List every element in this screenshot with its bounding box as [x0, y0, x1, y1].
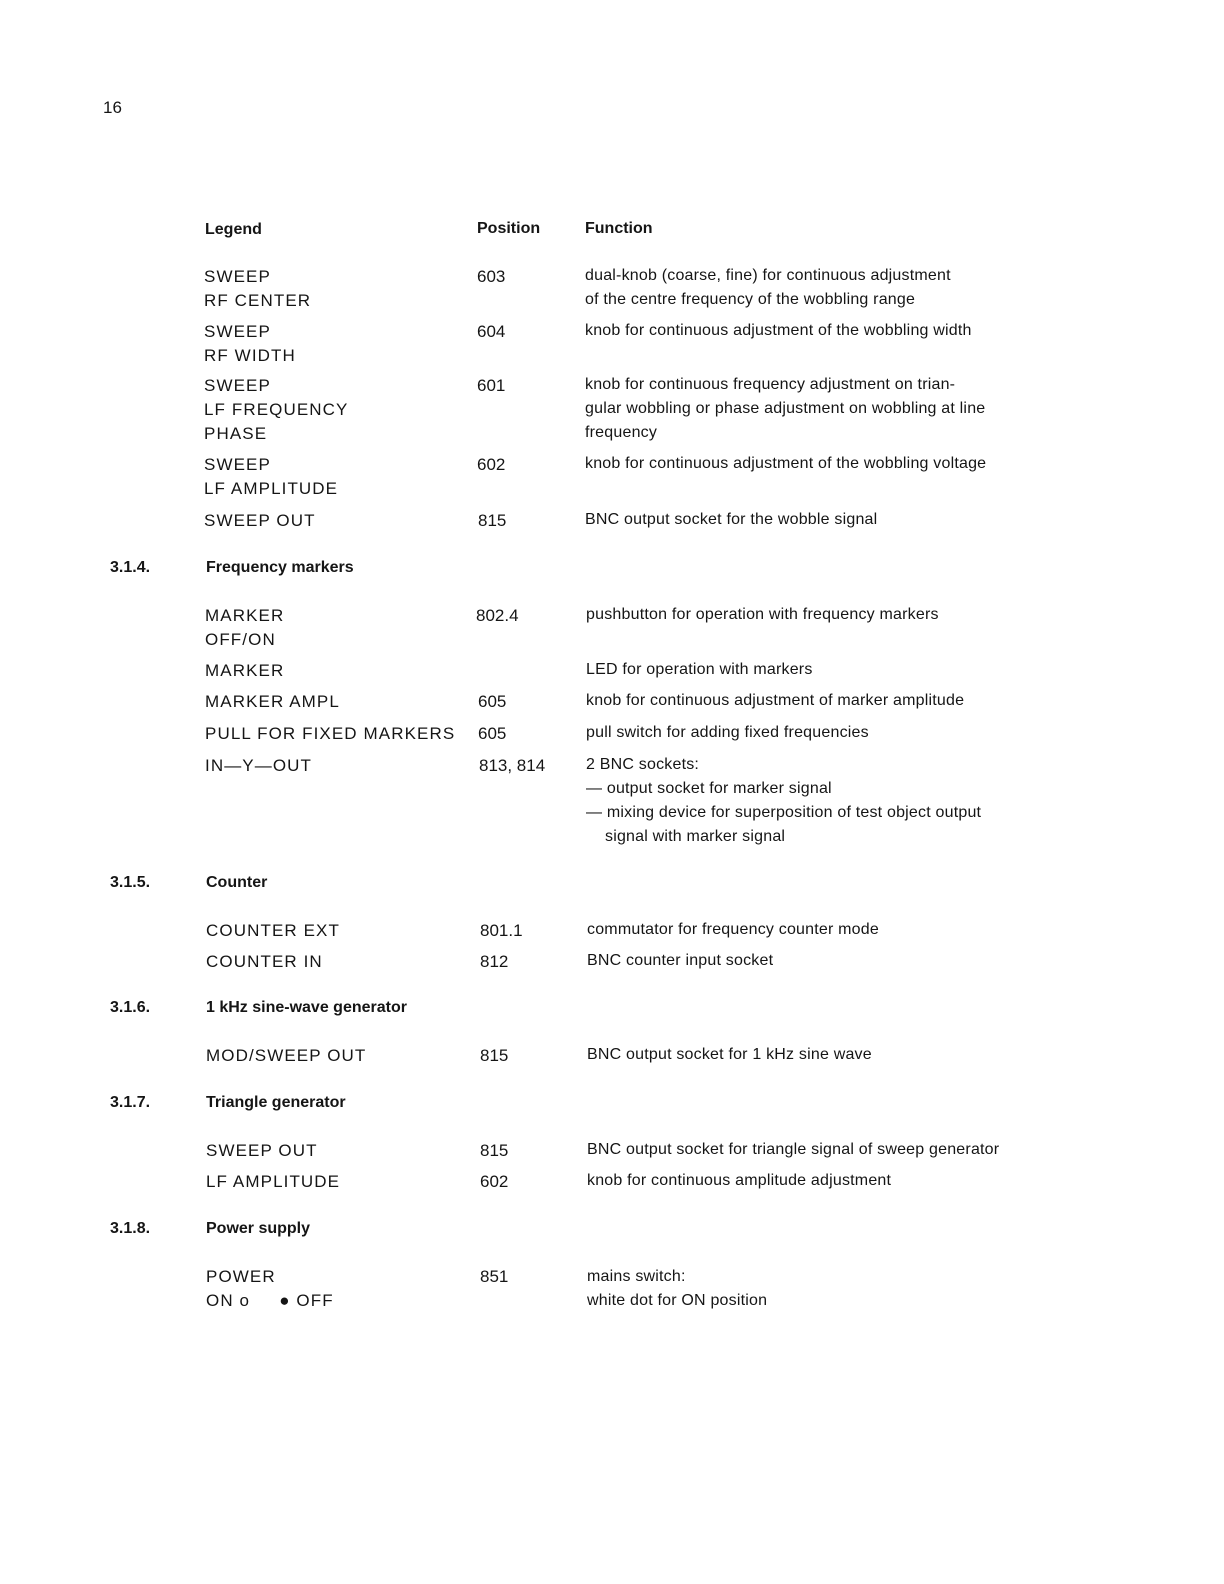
header-position: Position: [477, 220, 541, 237]
position-cell: 605: [478, 692, 507, 711]
legend-cell: POWER ON o ● OFF: [206, 1267, 334, 1310]
legend-cell: SWEEP RF CENTER: [204, 267, 312, 310]
position-cell: 851: [480, 1267, 509, 1286]
position-cell: 801.1: [480, 921, 523, 940]
position-cell: 813, 814: [479, 756, 546, 775]
section-number: 3.1.8.: [110, 1220, 151, 1237]
position-cell: 812: [480, 952, 509, 971]
position-cell: 602: [477, 455, 506, 474]
function-cell: BNC output socket for 1 kHz sine wave: [587, 1046, 872, 1063]
legend-cell: MARKER OFF/ON: [205, 606, 285, 649]
function-cell: pushbutton for operation with frequency markers: [586, 606, 939, 623]
function-cell: knob for continuous adjustment of the wobbling width: [585, 322, 972, 339]
legend-cell: COUNTER IN: [206, 952, 323, 971]
position-cell: 604: [477, 322, 506, 341]
position-cell: 605: [478, 724, 507, 743]
section-title: Power supply: [206, 1220, 311, 1237]
section-title: Triangle generator: [206, 1094, 346, 1111]
position-cell: 603: [477, 267, 506, 286]
section-title: Frequency markers: [206, 559, 354, 576]
position-cell: 815: [480, 1141, 509, 1160]
section-number: 3.1.4.: [110, 559, 151, 576]
legend-cell: MARKER AMPL: [205, 692, 340, 711]
legend-cell: SWEEP RF WIDTH: [204, 322, 296, 365]
function-cell: mains switch: white dot for ON position: [587, 1268, 768, 1309]
legend-cell: SWEEP LF AMPLITUDE: [204, 455, 339, 498]
legend-cell: LF AMPLITUDE: [206, 1172, 341, 1191]
function-cell: dual-knob (coarse, fine) for continuous adjustment of the centre frequency of the wobbling range: [585, 267, 951, 308]
legend-cell: IN—Y—OUT: [205, 756, 313, 775]
header-legend: Legend: [205, 221, 262, 238]
legend-cell: PULL FOR FIXED MARKERS: [205, 724, 456, 743]
section-title: Counter: [206, 874, 268, 891]
legend-cell: SWEEP LF FREQUENCY PHASE: [204, 376, 349, 443]
section-title: 1 kHz sine-wave generator: [206, 999, 407, 1016]
function-cell: 2 BNC sockets: — output socket for marker signal — mixing device for superposition of test object output signal with marker signal: [586, 756, 982, 845]
function-cell: knob for continuous adjustment of the wobbling voltage: [585, 455, 987, 472]
section-number: 3.1.5.: [110, 874, 151, 891]
position-cell: 815: [480, 1046, 509, 1065]
position-cell: 802.4: [476, 606, 519, 625]
function-cell: knob for continuous amplitude adjustment: [587, 1172, 892, 1189]
function-cell: commutator for frequency counter mode: [587, 921, 879, 938]
function-cell: BNC counter input socket: [587, 952, 774, 969]
page-number: 16: [103, 98, 122, 117]
function-cell: knob for continuous frequency adjustment on trian- gular wobbling or phase adjustment on wobbling at line frequency: [585, 376, 986, 441]
section-number: 3.1.6.: [110, 999, 151, 1016]
function-cell: BNC output socket for the wobble signal: [585, 511, 878, 528]
legend-cell: COUNTER EXT: [206, 921, 340, 940]
legend-cell: MOD/SWEEP OUT: [206, 1046, 367, 1065]
legend-cell: SWEEP OUT: [206, 1141, 318, 1160]
legend-cell: SWEEP OUT: [204, 511, 316, 530]
function-cell: pull switch for adding fixed frequencies: [586, 724, 869, 741]
position-cell: 602: [480, 1172, 509, 1191]
function-cell: BNC output socket for triangle signal of sweep generator: [587, 1141, 1000, 1158]
section-number: 3.1.7.: [110, 1094, 151, 1111]
position-cell: 815: [478, 511, 507, 530]
legend-cell: MARKER: [205, 661, 285, 680]
position-cell: 601: [477, 376, 506, 395]
function-cell: knob for continuous adjustment of marker amplitude: [586, 692, 965, 709]
header-function: Function: [585, 220, 653, 237]
function-cell: LED for operation with markers: [586, 661, 813, 678]
